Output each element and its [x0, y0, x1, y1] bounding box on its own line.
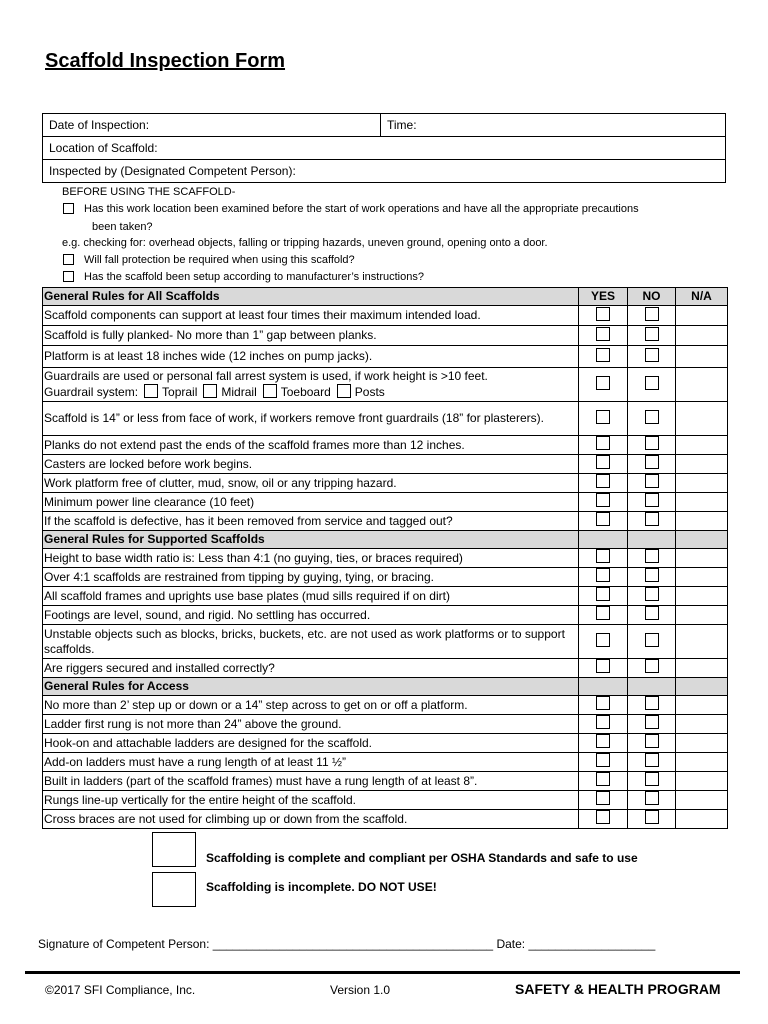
na-cell[interactable]: [676, 455, 728, 474]
checklist-question: [43, 402, 579, 436]
question-text: Rungs line-up vertically for the entire height of the scaffold.: [44, 792, 356, 807]
no-cell: [628, 368, 676, 402]
no-cell: [628, 436, 676, 455]
yes-checkbox[interactable]: [596, 606, 610, 620]
section-filler-cell: [628, 531, 676, 549]
na-cell[interactable]: [676, 474, 728, 493]
checklist-row: [43, 306, 728, 326]
no-checkbox[interactable]: [645, 568, 659, 582]
yes-cell: [579, 326, 628, 346]
midrail-checkbox[interactable]: [203, 384, 217, 398]
question-text: Platform is at least 18 inches wide (12 inches on pump jacks).: [44, 349, 373, 363]
no-checkbox[interactable]: [645, 436, 659, 450]
no-checkbox[interactable]: [645, 455, 659, 469]
section-filler-cell: [676, 531, 728, 549]
checklist-question: [43, 753, 579, 772]
yes-checkbox[interactable]: [596, 659, 610, 673]
no-checkbox[interactable]: [645, 633, 659, 647]
checklist-row: [43, 346, 728, 368]
question-text: Guardrails are used or personal fall arrest system is used, if work height is >10 feet.: [44, 369, 488, 383]
na-cell[interactable]: [676, 493, 728, 512]
date-label: Date of Inspection:: [49, 118, 150, 132]
question-text: Casters are locked before work begins.: [44, 456, 253, 471]
yes-cell: [579, 810, 628, 829]
checklist-question: [43, 625, 579, 659]
precautions-question: Has this work location been examined before the start of work operations and have all the appropriate precautions: [84, 203, 639, 215]
signature-field[interactable]: __________________________________________: [212, 937, 494, 951]
section-filler-cell: [676, 678, 728, 696]
checklist-question: [43, 715, 579, 734]
yes-checkbox[interactable]: [596, 455, 610, 469]
no-checkbox[interactable]: [645, 753, 659, 767]
checklist-row: [43, 455, 728, 474]
checklist-row: [43, 368, 728, 402]
yes-checkbox[interactable]: [596, 376, 610, 390]
na-cell[interactable]: [676, 715, 728, 734]
yes-checkbox[interactable]: [596, 493, 610, 507]
yes-checkbox[interactable]: [596, 696, 610, 710]
checklist-row: [43, 734, 728, 753]
checklist-row: [43, 512, 728, 531]
no-checkbox[interactable]: [645, 715, 659, 729]
checklist-question: [43, 368, 579, 402]
yes-cell: [579, 512, 628, 531]
checklist-question: [43, 326, 579, 346]
yes-cell: [579, 606, 628, 625]
yes-cell: [579, 715, 628, 734]
question-text: Ladder first rung is not more than 24” above the ground.: [44, 716, 342, 731]
checklist-question: [43, 346, 579, 368]
yes-checkbox[interactable]: [596, 772, 610, 786]
no-cell: [628, 306, 676, 326]
yes-checkbox[interactable]: [596, 734, 610, 748]
checklist-row: [43, 402, 728, 436]
yes-checkbox[interactable]: [596, 810, 610, 824]
question-text: Are riggers secured and installed correctly?: [44, 660, 275, 675]
na-cell[interactable]: [676, 512, 728, 531]
yes-cell: [579, 493, 628, 512]
no-cell: [628, 568, 676, 587]
toprail-checkbox[interactable]: [144, 384, 158, 398]
yes-cell: [579, 659, 628, 678]
no-checkbox[interactable]: [645, 810, 659, 824]
toeboard-label: Toeboard: [280, 385, 331, 399]
na-cell[interactable]: [676, 368, 728, 402]
yes-checkbox[interactable]: [596, 791, 610, 805]
no-checkbox[interactable]: [645, 512, 659, 526]
no-cell: [628, 753, 676, 772]
section-header-row: [43, 678, 728, 696]
inspected-by-field[interactable]: [43, 160, 726, 183]
yes-cell: [579, 455, 628, 474]
yes-cell: [579, 753, 628, 772]
no-cell: [628, 402, 676, 436]
yes-cell: [579, 734, 628, 753]
no-checkbox[interactable]: [645, 410, 659, 424]
checklist-row: [43, 696, 728, 715]
date-field[interactable]: ___________________: [528, 937, 656, 951]
question-text: Over 4:1 scaffolds are restrained from tipping by guying, tying, or bracing.: [44, 569, 434, 584]
yes-cell: [579, 402, 628, 436]
no-checkbox[interactable]: [645, 474, 659, 488]
yes-checkbox[interactable]: [596, 307, 610, 321]
manufacturer-setup-checkbox[interactable]: [63, 271, 74, 282]
na-cell[interactable]: [676, 625, 728, 659]
signature-label: Signature of Competent Person:: [38, 937, 210, 951]
yes-checkbox[interactable]: [596, 436, 610, 450]
signature-line: [38, 937, 655, 951]
checklist-question: [43, 436, 579, 455]
yes-checkbox[interactable]: [596, 633, 610, 647]
footer-divider: [25, 971, 740, 974]
question-text: Hook-on and attachable ladders are designed for the scaffold.: [44, 735, 372, 750]
checklist-row: [43, 659, 728, 678]
no-cell: [628, 493, 676, 512]
na-cell[interactable]: [676, 549, 728, 568]
inspected-by-label: Inspected by (Designated Competent Person):: [49, 164, 296, 178]
checklist-question: [43, 734, 579, 753]
fall-protection-question: Will fall protection be required when using this scaffold?: [84, 254, 355, 266]
na-cell[interactable]: [676, 587, 728, 606]
checklist-row: [43, 625, 728, 659]
question-text: If the scaffold is defective, has it been removed from service and tagged out?: [44, 513, 453, 528]
no-cell: [628, 326, 676, 346]
section-filler-cell: [579, 531, 628, 549]
no-cell: [628, 346, 676, 368]
precautions-question-cont: been taken?: [92, 221, 153, 233]
na-cell[interactable]: [676, 326, 728, 346]
yes-checkbox[interactable]: [596, 474, 610, 488]
checklist-row: [43, 549, 728, 568]
yes-cell: [579, 791, 628, 810]
question-text: Minimum power line clearance (10 feet): [44, 494, 255, 509]
checklist-question: [43, 306, 579, 326]
inspection-header-table: [42, 113, 726, 183]
yes-checkbox[interactable]: [596, 512, 610, 526]
incomplete-checkbox[interactable]: [152, 872, 196, 907]
checklist-question: [43, 549, 579, 568]
no-checkbox[interactable]: [645, 348, 659, 362]
footer-copyright: ©2017 SFI Compliance, Inc.: [45, 983, 196, 997]
question-text: Cross braces are not used for climbing up or down from the scaffold.: [44, 811, 408, 826]
no-checkbox[interactable]: [645, 606, 659, 620]
no-checkbox[interactable]: [645, 734, 659, 748]
footer-version: Version 1.0: [330, 983, 391, 997]
no-cell: [628, 474, 676, 493]
time-label: Time:: [387, 118, 417, 132]
checklist-row: [43, 587, 728, 606]
na-cell[interactable]: [676, 346, 728, 368]
question-text: Add-on ladders must have a rung length of at least 11 ½”: [44, 754, 346, 769]
yes-checkbox[interactable]: [596, 348, 610, 362]
yes-checkbox[interactable]: [596, 753, 610, 767]
yes-cell: [579, 587, 628, 606]
incomplete-label: Scaffolding is incomplete. DO NOT USE!: [206, 880, 437, 894]
question-text: Footings are level, sound, and rigid. No settling has occurred.: [44, 607, 371, 622]
no-cell: [628, 810, 676, 829]
checklist-question: [43, 587, 579, 606]
checklist-row: [43, 493, 728, 512]
toprail-label: Toprail: [162, 385, 198, 399]
na-cell[interactable]: [676, 810, 728, 829]
date-label: Date:: [496, 937, 526, 951]
toeboard-checkbox[interactable]: [263, 384, 277, 398]
yes-cell: [579, 696, 628, 715]
question-text: Scaffold is 14” or less from face of work, if workers remove front guardrails (18” for plasterers).: [44, 411, 544, 425]
checklist-row: [43, 436, 728, 455]
no-cell: [628, 455, 676, 474]
location-label: Location of Scaffold:: [49, 141, 158, 155]
no-checkbox[interactable]: [645, 772, 659, 786]
checklist-question: [43, 474, 579, 493]
no-checkbox[interactable]: [645, 327, 659, 341]
checklist-question: [43, 568, 579, 587]
checklist-row: [43, 715, 728, 734]
before-heading: BEFORE USING THE SCAFFOLD-: [62, 186, 236, 198]
checklist-question: [43, 772, 579, 791]
na-cell[interactable]: [676, 306, 728, 326]
no-checkbox[interactable]: [645, 791, 659, 805]
question-text: Scaffold is fully planked- No more than 1” gap between planks.: [44, 328, 377, 342]
na-cell[interactable]: [676, 436, 728, 455]
no-checkbox[interactable]: [645, 549, 659, 563]
yes-checkbox[interactable]: [596, 410, 610, 424]
yes-checkbox[interactable]: [596, 327, 610, 341]
yes-cell: [579, 436, 628, 455]
precautions-checkbox[interactable]: [63, 203, 74, 214]
no-cell: [628, 549, 676, 568]
guardrail-system-label: Guardrail system:: [44, 385, 139, 399]
yes-checkbox[interactable]: [596, 587, 610, 601]
na-cell[interactable]: [676, 696, 728, 715]
yes-cell: [579, 772, 628, 791]
checklist-question: [43, 455, 579, 474]
yes-cell: [579, 549, 628, 568]
section-title: General Rules for Supported Scaffolds: [43, 531, 579, 549]
manufacturer-setup-question: Has the scaffold been setup according to manufacturer’s instructions?: [84, 271, 424, 283]
na-cell[interactable]: [676, 402, 728, 436]
na-cell[interactable]: [676, 772, 728, 791]
yes-cell: [579, 568, 628, 587]
no-checkbox[interactable]: [645, 307, 659, 321]
midrail-label: Midrail: [221, 385, 257, 399]
question-text: Planks do not extend past the ends of the scaffold frames more than 12 inches.: [44, 437, 465, 452]
checklist-row: [43, 606, 728, 625]
location-field[interactable]: [43, 137, 726, 160]
checklist-row: [43, 772, 728, 791]
no-cell: [628, 772, 676, 791]
no-checkbox[interactable]: [645, 493, 659, 507]
na-cell[interactable]: [676, 659, 728, 678]
checklist-question: [43, 696, 579, 715]
yes-cell: [579, 346, 628, 368]
checklist-row: [43, 326, 728, 346]
checklist-row: [43, 568, 728, 587]
compliant-checkbox[interactable]: [152, 832, 196, 867]
yes-checkbox[interactable]: [596, 568, 610, 582]
posts-label: Posts: [354, 385, 385, 399]
na-cell[interactable]: [676, 753, 728, 772]
section-filler-cell: [579, 678, 628, 696]
checklist-row: [43, 753, 728, 772]
na-cell[interactable]: [676, 606, 728, 625]
no-cell: [628, 659, 676, 678]
no-checkbox[interactable]: [645, 696, 659, 710]
inspection-checklist-table: [42, 287, 728, 829]
guardrail-system-options: [44, 384, 577, 400]
page-title: Scaffold Inspection Form: [45, 50, 286, 72]
checklist-row: [43, 791, 728, 810]
date-of-inspection-field[interactable]: [43, 114, 381, 137]
no-checkbox[interactable]: [645, 587, 659, 601]
time-field[interactable]: [381, 114, 726, 137]
example-note: e.g. checking for: overhead objects, falling or tripping hazards, uneven ground, opening onto a door.: [62, 237, 548, 249]
column-header-na: N/A: [676, 288, 728, 306]
question-text: Work platform free of clutter, mud, snow, oil or any tripping hazard.: [44, 475, 397, 490]
na-cell[interactable]: [676, 734, 728, 753]
checklist-question: [43, 791, 579, 810]
no-checkbox[interactable]: [645, 376, 659, 390]
section-title: General Rules for Access: [43, 678, 579, 696]
checklist-row: [43, 474, 728, 493]
posts-checkbox[interactable]: [337, 384, 351, 398]
column-header-no: NO: [628, 288, 676, 306]
no-cell: [628, 715, 676, 734]
section-header-row: [43, 531, 728, 549]
no-cell: [628, 625, 676, 659]
yes-checkbox[interactable]: [596, 715, 610, 729]
checklist-question: [43, 606, 579, 625]
yes-cell: [579, 368, 628, 402]
question-text: Height to base width ratio is: Less than 4:1 (no guying, ties, or braces required): [44, 550, 463, 565]
checklist-question: [43, 810, 579, 829]
no-cell: [628, 696, 676, 715]
fall-protection-checkbox[interactable]: [63, 254, 74, 265]
checklist-question: [43, 512, 579, 531]
yes-checkbox[interactable]: [596, 549, 610, 563]
na-cell[interactable]: [676, 568, 728, 587]
footer-program: SAFETY & HEALTH PROGRAM: [515, 981, 721, 997]
question-text: Built in ladders (part of the scaffold frames) must have a rung length of at least 8”.: [44, 773, 478, 788]
question-text: Unstable objects such as blocks, bricks, buckets, etc. are not used as work platforms or to support scaffolds.: [44, 626, 565, 656]
checklist-row: [43, 810, 728, 829]
no-checkbox[interactable]: [645, 659, 659, 673]
section-filler-cell: [628, 678, 676, 696]
no-cell: [628, 791, 676, 810]
checklist-question: [43, 659, 579, 678]
question-text: Scaffold components can support at least four times their maximum intended load.: [44, 308, 481, 322]
no-cell: [628, 606, 676, 625]
yes-cell: [579, 306, 628, 326]
compliant-label: Scaffolding is complete and compliant per OSHA Standards and safe to use: [206, 851, 638, 865]
section-header-row: [43, 288, 728, 306]
no-cell: [628, 587, 676, 606]
na-cell[interactable]: [676, 791, 728, 810]
column-header-yes: YES: [579, 288, 628, 306]
section-title: General Rules for All Scaffolds: [43, 288, 579, 306]
no-cell: [628, 734, 676, 753]
no-cell: [628, 512, 676, 531]
yes-cell: [579, 474, 628, 493]
question-text: All scaffold frames and uprights use base plates (mud sills required if on dirt): [44, 588, 450, 603]
yes-cell: [579, 625, 628, 659]
checklist-question: [43, 493, 579, 512]
question-text: No more than 2’ step up or down or a 14” step across to get on or off a platform.: [44, 697, 468, 712]
